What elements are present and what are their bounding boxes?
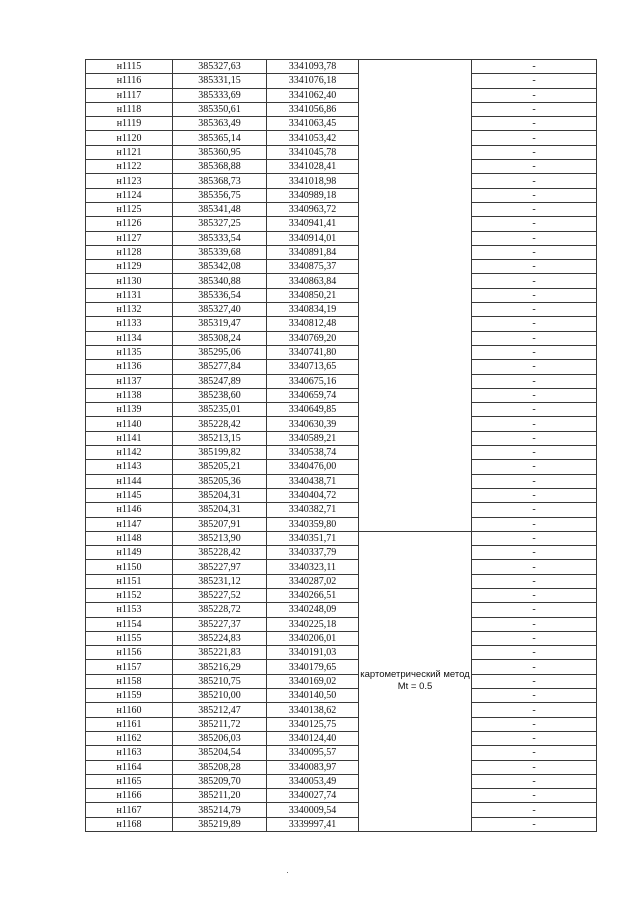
table-row (86, 360, 597, 374)
accuracy-cell: - (472, 74, 597, 88)
x-coordinate-cell: 385204,31 (173, 503, 267, 517)
accuracy-cell: - (472, 217, 597, 231)
table-row (86, 731, 597, 745)
y-coordinate-cell: 3340438,71 (267, 474, 359, 488)
table-row (86, 160, 597, 174)
accuracy-cell: - (472, 231, 597, 245)
y-coordinate-cell: 3340989,18 (267, 188, 359, 202)
point-id-cell: н1146 (86, 503, 173, 517)
y-coordinate-cell: 3340266,51 (267, 588, 359, 602)
x-coordinate-cell: 385213,15 (173, 431, 267, 445)
accuracy-cell: - (472, 674, 597, 688)
x-coordinate-cell: 385227,37 (173, 617, 267, 631)
table-row (86, 145, 597, 159)
y-coordinate-cell: 3340914,01 (267, 231, 359, 245)
accuracy-cell: - (472, 160, 597, 174)
point-id-cell: н1158 (86, 674, 173, 688)
table-row (86, 646, 597, 660)
coordinates-table (85, 59, 597, 832)
x-coordinate-cell: 385336,54 (173, 288, 267, 302)
y-coordinate-cell: 3341063,45 (267, 117, 359, 131)
x-coordinate-cell: 385333,69 (173, 88, 267, 102)
point-id-cell: н1159 (86, 689, 173, 703)
table-row (86, 174, 597, 188)
accuracy-cell: - (472, 102, 597, 116)
point-id-cell: н1153 (86, 603, 173, 617)
coordinates-table-body (86, 60, 597, 832)
y-coordinate-cell: 3340538,74 (267, 446, 359, 460)
table-row (86, 417, 597, 431)
point-id-cell: н1161 (86, 717, 173, 731)
point-id-cell: н1125 (86, 202, 173, 216)
accuracy-cell: - (472, 460, 597, 474)
y-coordinate-cell: 3340359,80 (267, 517, 359, 531)
x-coordinate-cell: 385350,61 (173, 102, 267, 116)
point-id-cell: н1133 (86, 317, 173, 331)
x-coordinate-cell: 385210,75 (173, 674, 267, 688)
table-row (86, 317, 597, 331)
y-coordinate-cell: 3340850,21 (267, 288, 359, 302)
table-row (86, 260, 597, 274)
point-id-cell: н1123 (86, 174, 173, 188)
y-coordinate-cell: 3340248,09 (267, 603, 359, 617)
table-row (86, 631, 597, 645)
x-coordinate-cell: 385327,40 (173, 303, 267, 317)
x-coordinate-cell: 385228,42 (173, 417, 267, 431)
table-row (86, 431, 597, 445)
point-id-cell: н1127 (86, 231, 173, 245)
x-coordinate-cell: 385205,36 (173, 474, 267, 488)
table-row (86, 817, 597, 831)
y-coordinate-cell: 3340769,20 (267, 331, 359, 345)
point-id-cell: н1119 (86, 117, 173, 131)
table-row (86, 274, 597, 288)
x-coordinate-cell: 385224,83 (173, 631, 267, 645)
accuracy-cell: - (472, 731, 597, 745)
x-coordinate-cell: 385211,72 (173, 717, 267, 731)
y-coordinate-cell: 3340337,79 (267, 546, 359, 560)
x-coordinate-cell: 385212,47 (173, 703, 267, 717)
x-coordinate-cell: 385340,88 (173, 274, 267, 288)
x-coordinate-cell: 385327,25 (173, 217, 267, 231)
accuracy-cell: - (472, 446, 597, 460)
point-id-cell: н1141 (86, 431, 173, 445)
point-id-cell: н1134 (86, 331, 173, 345)
accuracy-cell: - (472, 689, 597, 703)
y-coordinate-cell: 3340053,49 (267, 774, 359, 788)
accuracy-cell: - (472, 60, 597, 74)
y-coordinate-cell: 3340630,39 (267, 417, 359, 431)
point-id-cell: н1164 (86, 760, 173, 774)
point-id-cell: н1145 (86, 488, 173, 502)
method-cell-empty (359, 60, 472, 532)
point-id-cell: н1151 (86, 574, 173, 588)
point-id-cell: н1118 (86, 102, 173, 116)
accuracy-cell: - (472, 646, 597, 660)
y-coordinate-cell: 3340963,72 (267, 202, 359, 216)
point-id-cell: н1150 (86, 560, 173, 574)
accuracy-cell: - (472, 803, 597, 817)
x-coordinate-cell: 385331,15 (173, 74, 267, 88)
accuracy-cell: - (472, 374, 597, 388)
point-id-cell: н1139 (86, 403, 173, 417)
table-row (86, 117, 597, 131)
page-dot (287, 872, 288, 873)
point-id-cell: н1117 (86, 88, 173, 102)
x-coordinate-cell: 385333,54 (173, 231, 267, 245)
point-id-cell: н1132 (86, 303, 173, 317)
x-coordinate-cell: 385327,63 (173, 60, 267, 74)
x-coordinate-cell: 385216,29 (173, 660, 267, 674)
table-row (86, 789, 597, 803)
accuracy-cell: - (472, 703, 597, 717)
y-coordinate-cell: 3340225,18 (267, 617, 359, 631)
accuracy-cell: - (472, 345, 597, 359)
x-coordinate-cell: 385368,73 (173, 174, 267, 188)
table-row (86, 88, 597, 102)
y-coordinate-cell: 3340659,74 (267, 388, 359, 402)
y-coordinate-cell: 3341093,78 (267, 60, 359, 74)
table-row (86, 603, 597, 617)
x-coordinate-cell: 385199,82 (173, 446, 267, 460)
x-coordinate-cell: 385228,72 (173, 603, 267, 617)
y-coordinate-cell: 3341076,18 (267, 74, 359, 88)
y-coordinate-cell: 3339997,41 (267, 817, 359, 831)
y-coordinate-cell: 3341045,78 (267, 145, 359, 159)
table-row (86, 689, 597, 703)
point-id-cell: н1163 (86, 746, 173, 760)
y-coordinate-cell: 3340875,37 (267, 260, 359, 274)
table-row (86, 703, 597, 717)
accuracy-cell: - (472, 817, 597, 831)
table-row (86, 60, 597, 74)
y-coordinate-cell: 3340083,97 (267, 760, 359, 774)
table-row (86, 560, 597, 574)
point-id-cell: н1115 (86, 60, 173, 74)
accuracy-cell: - (472, 431, 597, 445)
y-coordinate-cell: 3340741,80 (267, 345, 359, 359)
accuracy-cell: - (472, 474, 597, 488)
point-id-cell: н1144 (86, 474, 173, 488)
table-row (86, 774, 597, 788)
x-coordinate-cell: 385204,54 (173, 746, 267, 760)
x-coordinate-cell: 385205,21 (173, 460, 267, 474)
table-row (86, 303, 597, 317)
x-coordinate-cell: 385227,52 (173, 588, 267, 602)
y-coordinate-cell: 3340675,16 (267, 374, 359, 388)
point-id-cell: н1148 (86, 531, 173, 545)
table-row (86, 188, 597, 202)
x-coordinate-cell: 385210,00 (173, 689, 267, 703)
accuracy-cell: - (472, 617, 597, 631)
y-coordinate-cell: 3340191,03 (267, 646, 359, 660)
point-id-cell: н1120 (86, 131, 173, 145)
x-coordinate-cell: 385341,48 (173, 202, 267, 216)
x-coordinate-cell: 385227,97 (173, 560, 267, 574)
x-coordinate-cell: 385277,84 (173, 360, 267, 374)
x-coordinate-cell: 385211,20 (173, 789, 267, 803)
accuracy-cell: - (472, 517, 597, 531)
table-row (86, 803, 597, 817)
y-coordinate-cell: 3340649,85 (267, 403, 359, 417)
table-row (86, 474, 597, 488)
table-row (86, 217, 597, 231)
point-id-cell: н1129 (86, 260, 173, 274)
table-row (86, 245, 597, 259)
accuracy-cell: - (472, 588, 597, 602)
point-id-cell: н1135 (86, 345, 173, 359)
accuracy-cell: - (472, 274, 597, 288)
point-id-cell: н1167 (86, 803, 173, 817)
accuracy-cell: - (472, 331, 597, 345)
x-coordinate-cell: 385363,49 (173, 117, 267, 131)
accuracy-cell: - (472, 789, 597, 803)
point-id-cell: н1157 (86, 660, 173, 674)
table-row (86, 131, 597, 145)
accuracy-cell: - (472, 403, 597, 417)
accuracy-cell: - (472, 360, 597, 374)
table-row (86, 74, 597, 88)
method-cell: картометрический метод Mt = 0.5 (359, 531, 472, 831)
table-row (86, 746, 597, 760)
point-id-cell: н1156 (86, 646, 173, 660)
y-coordinate-cell: 3341028,41 (267, 160, 359, 174)
x-coordinate-cell: 385228,42 (173, 546, 267, 560)
y-coordinate-cell: 3340863,84 (267, 274, 359, 288)
y-coordinate-cell: 3340382,71 (267, 503, 359, 517)
x-coordinate-cell: 385368,88 (173, 160, 267, 174)
accuracy-cell: - (472, 202, 597, 216)
point-id-cell: н1137 (86, 374, 173, 388)
y-coordinate-cell: 3340834,19 (267, 303, 359, 317)
accuracy-cell: - (472, 145, 597, 159)
table-row (86, 503, 597, 517)
point-id-cell: н1149 (86, 546, 173, 560)
y-coordinate-cell: 3340812,48 (267, 317, 359, 331)
y-coordinate-cell: 3341018,98 (267, 174, 359, 188)
x-coordinate-cell: 385204,31 (173, 488, 267, 502)
y-coordinate-cell: 3340476,00 (267, 460, 359, 474)
y-coordinate-cell: 3340323,11 (267, 560, 359, 574)
x-coordinate-cell: 385356,75 (173, 188, 267, 202)
table-row (86, 546, 597, 560)
y-coordinate-cell: 3340891,84 (267, 245, 359, 259)
point-id-cell: н1155 (86, 631, 173, 645)
y-coordinate-cell: 3340589,21 (267, 431, 359, 445)
point-id-cell: н1160 (86, 703, 173, 717)
x-coordinate-cell: 385235,01 (173, 403, 267, 417)
y-coordinate-cell: 3340206,01 (267, 631, 359, 645)
point-id-cell: н1165 (86, 774, 173, 788)
table-row (86, 588, 597, 602)
point-id-cell: н1124 (86, 188, 173, 202)
accuracy-cell: - (472, 660, 597, 674)
x-coordinate-cell: 385206,03 (173, 731, 267, 745)
point-id-cell: н1138 (86, 388, 173, 402)
x-coordinate-cell: 385319,47 (173, 317, 267, 331)
y-coordinate-cell: 3340287,02 (267, 574, 359, 588)
accuracy-cell: - (472, 131, 597, 145)
y-coordinate-cell: 3340179,65 (267, 660, 359, 674)
point-id-cell: н1136 (86, 360, 173, 374)
x-coordinate-cell: 385342,08 (173, 260, 267, 274)
table-row (86, 231, 597, 245)
y-coordinate-cell: 3341056,86 (267, 102, 359, 116)
x-coordinate-cell: 385295,06 (173, 345, 267, 359)
table-row (86, 102, 597, 116)
table-row (86, 288, 597, 302)
x-coordinate-cell: 385221,83 (173, 646, 267, 660)
point-id-cell: н1116 (86, 74, 173, 88)
accuracy-cell: - (472, 317, 597, 331)
y-coordinate-cell: 3340027,74 (267, 789, 359, 803)
table-row (86, 574, 597, 588)
point-id-cell: н1140 (86, 417, 173, 431)
accuracy-cell: - (472, 560, 597, 574)
point-id-cell: н1131 (86, 288, 173, 302)
y-coordinate-cell: 3340125,75 (267, 717, 359, 731)
accuracy-cell: - (472, 746, 597, 760)
accuracy-cell: - (472, 88, 597, 102)
point-id-cell: н1128 (86, 245, 173, 259)
y-coordinate-cell: 3340140,50 (267, 689, 359, 703)
table-row (86, 202, 597, 216)
accuracy-cell: - (472, 603, 597, 617)
accuracy-cell: - (472, 574, 597, 588)
table-row (86, 517, 597, 531)
x-coordinate-cell: 385207,91 (173, 517, 267, 531)
x-coordinate-cell: 385213,90 (173, 531, 267, 545)
accuracy-cell: - (472, 188, 597, 202)
x-coordinate-cell: 385214,79 (173, 803, 267, 817)
accuracy-cell: - (472, 303, 597, 317)
accuracy-cell: - (472, 260, 597, 274)
accuracy-cell: - (472, 174, 597, 188)
y-coordinate-cell: 3340169,02 (267, 674, 359, 688)
x-coordinate-cell: 385360,95 (173, 145, 267, 159)
accuracy-cell: - (472, 503, 597, 517)
y-coordinate-cell: 3340941,41 (267, 217, 359, 231)
x-coordinate-cell: 385209,70 (173, 774, 267, 788)
accuracy-cell: - (472, 388, 597, 402)
x-coordinate-cell: 385238,60 (173, 388, 267, 402)
accuracy-cell: - (472, 546, 597, 560)
y-coordinate-cell: 3341053,42 (267, 131, 359, 145)
table-row (86, 374, 597, 388)
table-row (86, 660, 597, 674)
point-id-cell: н1142 (86, 446, 173, 460)
accuracy-cell: - (472, 117, 597, 131)
accuracy-cell: - (472, 760, 597, 774)
y-coordinate-cell: 3340138,62 (267, 703, 359, 717)
accuracy-cell: - (472, 531, 597, 545)
accuracy-cell: - (472, 245, 597, 259)
point-id-cell: н1166 (86, 789, 173, 803)
table-row (86, 388, 597, 402)
x-coordinate-cell: 385231,12 (173, 574, 267, 588)
point-id-cell: н1152 (86, 588, 173, 602)
accuracy-cell: - (472, 288, 597, 302)
y-coordinate-cell: 3341062,40 (267, 88, 359, 102)
point-id-cell: н1122 (86, 160, 173, 174)
point-id-cell: н1154 (86, 617, 173, 631)
x-coordinate-cell: 385365,14 (173, 131, 267, 145)
y-coordinate-cell: 3340713,65 (267, 360, 359, 374)
x-coordinate-cell: 385247,89 (173, 374, 267, 388)
x-coordinate-cell: 385308,24 (173, 331, 267, 345)
table-row (86, 446, 597, 460)
table-row (86, 331, 597, 345)
accuracy-cell: - (472, 774, 597, 788)
x-coordinate-cell: 385339,68 (173, 245, 267, 259)
accuracy-cell: - (472, 417, 597, 431)
x-coordinate-cell: 385208,28 (173, 760, 267, 774)
y-coordinate-cell: 3340095,57 (267, 746, 359, 760)
y-coordinate-cell: 3340124,40 (267, 731, 359, 745)
point-id-cell: н1130 (86, 274, 173, 288)
point-id-cell: н1147 (86, 517, 173, 531)
point-id-cell: н1168 (86, 817, 173, 831)
y-coordinate-cell: 3340009,54 (267, 803, 359, 817)
table-row (86, 488, 597, 502)
point-id-cell: н1162 (86, 731, 173, 745)
accuracy-cell: - (472, 631, 597, 645)
accuracy-cell: - (472, 717, 597, 731)
y-coordinate-cell: 3340351,71 (267, 531, 359, 545)
accuracy-cell: - (472, 488, 597, 502)
point-id-cell: н1121 (86, 145, 173, 159)
table-row (86, 531, 597, 545)
table-row (86, 403, 597, 417)
table-row (86, 674, 597, 688)
table-row (86, 460, 597, 474)
y-coordinate-cell: 3340404,72 (267, 488, 359, 502)
table-row (86, 717, 597, 731)
point-id-cell: н1143 (86, 460, 173, 474)
table-row (86, 760, 597, 774)
x-coordinate-cell: 385219,89 (173, 817, 267, 831)
table-row (86, 345, 597, 359)
table-row (86, 617, 597, 631)
point-id-cell: н1126 (86, 217, 173, 231)
